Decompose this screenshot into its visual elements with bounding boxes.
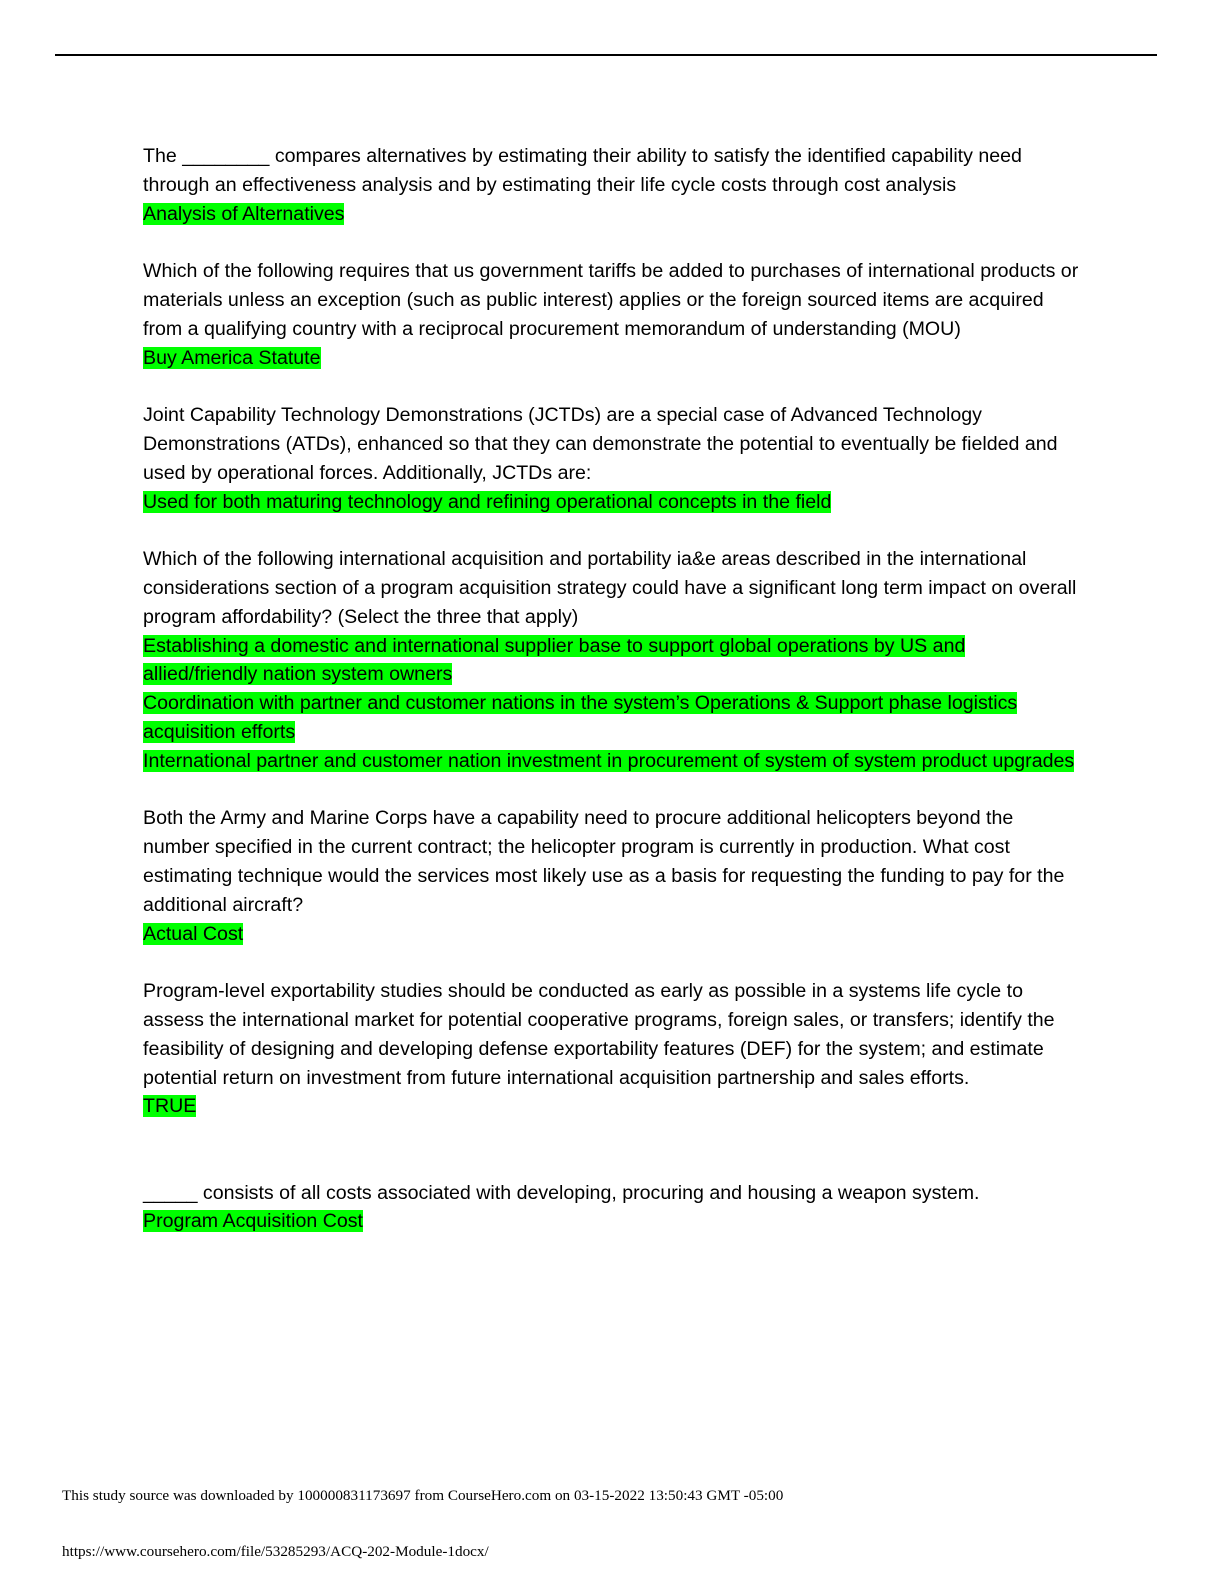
download-notice: This study source was downloaded by 100000831173697 from CourseHero.com on 03-15-2022 13:50:43 GMT -05:00 <box>62 1487 784 1504</box>
question-text: Both the Army and Marine Corps have a capability need to procure additional helicopters beyond the number specified in the current contract; the helicopter program is currently in production. What cost estimating technique would the services most likely use as a basis for requesting the funding to pay for the additional aircraft? <box>143 807 1070 916</box>
answer-line <box>143 488 1083 517</box>
question-text: Joint Capability Technology Demonstrations (JCTDs) are a special case of Advanced Technology Demonstrations (ATDs), enhanced so that they can demonstrate the potential to eventually be fielded and used by operational forces. Additionally, JCTDs are: <box>143 404 1064 484</box>
document-body <box>143 142 1083 1265</box>
answer-text: Buy America Statute <box>143 346 321 369</box>
qa-block <box>143 977 1083 1121</box>
question-text: Which of the following requires that us government tariffs be added to purchases of international products or materials unless an exception (such as public interest) applies or the foreign sourced items are acquired from a qualifying country with a reciprocal procurement memorandum of understanding (MOU) <box>143 260 1084 340</box>
answer-line <box>143 632 1083 690</box>
question-text: The ________ compares alternatives by estimating their ability to satisfy the identified capability need through an effectiveness analysis and by estimating their life cycle costs through cost analysis <box>143 145 1028 196</box>
qa-block <box>143 804 1083 948</box>
header-rule <box>55 54 1157 56</box>
answer-line <box>143 344 1083 373</box>
qa-block <box>143 257 1083 372</box>
answer-text: Actual Cost <box>143 922 244 945</box>
answer-text: Used for both maturing technology and refining operational concepts in the field <box>143 490 832 513</box>
answer-line <box>143 920 1083 949</box>
question-text: Which of the following international acquisition and portability ia&e areas described in the international considerations section of a program acquisition strategy could have a significant long term impact on overall program affordability? (Select the three that apply) <box>143 548 1082 628</box>
answer-text: Analysis of Alternatives <box>143 202 345 225</box>
answer-text: TRUE <box>143 1095 197 1118</box>
answer-line <box>143 689 1083 747</box>
answer-text: Establishing a domestic and international supplier base to support global operations by US and allied/friendly nation system owners <box>143 634 966 686</box>
answer-line <box>143 200 1083 229</box>
qa-block <box>143 545 1083 775</box>
answer-text: Coordination with partner and customer nations in the system’s Operations & Support phase logistics acquisition efforts <box>143 692 1018 743</box>
qa-block <box>143 142 1083 228</box>
qa-block <box>143 401 1083 516</box>
qa-block <box>143 1179 1083 1237</box>
answer-line <box>143 747 1083 776</box>
answer-line <box>143 1092 1083 1121</box>
answer-text: International partner and customer nation investment in procurement of system of system product upgrades <box>143 749 1075 772</box>
answer-line <box>143 1207 1083 1236</box>
source-url-link[interactable]: https://www.coursehero.com/file/53285293/ACQ-202-Module-1docx/ <box>62 1543 489 1560</box>
question-text: _____ consists of all costs associated with developing, procuring and housing a weapon system. <box>143 1181 980 1204</box>
question-text: Program-level exportability studies should be conducted as early as possible in a systems life cycle to assess the international market for potential cooperative programs, foreign sales, or transfers; identify the feasibility of designing and developing defense exportability features (DEF) for the system; and estimate potential return on investment from future international acquisition partnership and sales efforts. <box>143 980 1061 1089</box>
answer-text: Program Acquisition Cost <box>143 1210 363 1233</box>
